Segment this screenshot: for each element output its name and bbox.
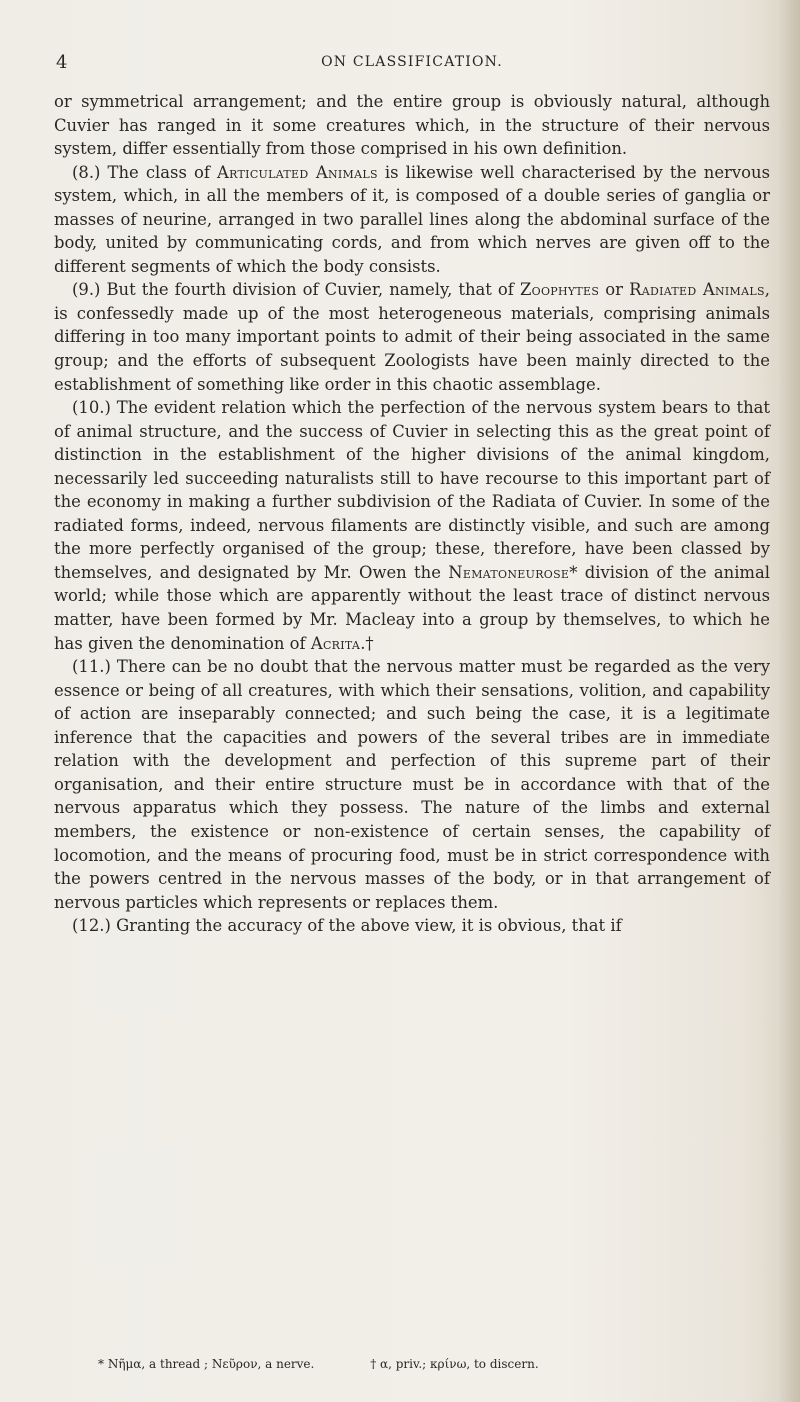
paragraph-text: is likewise well characterised by the nervous system, which, in all the members of it, is composed of a double series of ganglia or masses of neurine, arranged in two parallel lines along the abdominal surface of the body, united by communicating cords, and from which nerves are given off to the different segments of which the body consists. bbox=[54, 162, 770, 276]
footnote-asterisk: * Νῆμα, a thread ; Νεῦρον, a nerve. bbox=[98, 1357, 315, 1371]
body-text bbox=[54, 90, 770, 938]
paragraph-text: * division of the animal world; while those which are apparently without the least trace of distinct nervous matter, have been formed by Mr. Macleay into a group by themselves, to which he has given the denomination of bbox=[54, 562, 770, 653]
paragraph-text: or bbox=[599, 280, 630, 300]
footnotes bbox=[54, 1356, 770, 1372]
paragraph-text: (10.) The evident relation which the perfection of the nervous system bears to that of animal structure, and the success of Cuvier in selecting this as the great point of distinction in the establishment of the higher divisions of the animal kingdom, necessarily led succeeding naturalists still to have recourse to this important part of the economy in making a further subdivision of the Radiata of Cuvier. In some of the radiated forms, indeed, nervous filaments are distinctly visible, and such are among the more perfectly organised of the group; these, therefore, have been classed by themselves, and designated by Mr. Owen the bbox=[54, 398, 770, 582]
paragraph-9 bbox=[54, 278, 770, 396]
paragraph-text: or symmetrical arrangement; and the entire group is obviously natural, although Cuvier has ranged in it some creatures which, in the structure of their nervous system, differ essentially from those comprised in his own definition. bbox=[54, 92, 770, 159]
paragraph-11 bbox=[54, 655, 770, 914]
term-acrita: Acrita bbox=[310, 633, 361, 653]
paragraph-text: , is confessedly made up of the most heterogeneous materials, comprising animals differing in too many important points to admit of their being associated in the same group; and the efforts of subsequent Zoologists have been mainly directed to the establishment of something like order in this chaotic assemblage. bbox=[54, 280, 770, 394]
term-zoophytes: Zoophytes bbox=[519, 280, 600, 300]
paragraph-text: .† bbox=[360, 633, 374, 653]
term-radiated-animals: Radiated Animals bbox=[629, 280, 765, 300]
paragraph-12 bbox=[54, 914, 770, 938]
page-header bbox=[54, 44, 770, 72]
term-nematoneurose: Nematoneurose bbox=[448, 562, 570, 582]
term-articulated-animals: Articulated Animals bbox=[217, 162, 378, 182]
paragraph-8 bbox=[54, 161, 770, 279]
paragraph-text: (11.) There can be no doubt that the nervous matter must be regarded as the very essence or being of all creatures, with which their sensations, volition, and capability of action are inseparably connected; and such being the case, it is a legitimate inference that the capacities and powers of the several tribes are in immediate relation with the development and perfection of this supreme part of their organisation, and their entire structure must be in accordance with that of the nervous apparatus which they possess. The nature of the limbs and external members, the existence or non-existence of certain senses, the capability of locomotion, and the means of procuring food, must be in strict correspondence with the powers centred in the nervous masses of the body, or in that arrangement of nervous particles which represents or replaces them. bbox=[54, 657, 770, 912]
running-title: ON CLASSIFICATION. bbox=[321, 54, 503, 70]
footnote-dagger: † α, priv.; κρίνω, to discern. bbox=[370, 1357, 539, 1371]
page-number: 4 bbox=[56, 52, 68, 73]
paragraph-text: (12.) Granting the accuracy of the above view, it is obvious, that if bbox=[72, 916, 622, 936]
paragraph-continuation bbox=[54, 90, 770, 161]
paragraph-text: (9.) But the fourth division of Cuvier, namely, that of bbox=[72, 280, 520, 300]
paragraph-10 bbox=[54, 396, 770, 655]
page-edge-shadow bbox=[778, 0, 800, 1402]
paragraph-text: (8.) The class of bbox=[72, 162, 218, 182]
